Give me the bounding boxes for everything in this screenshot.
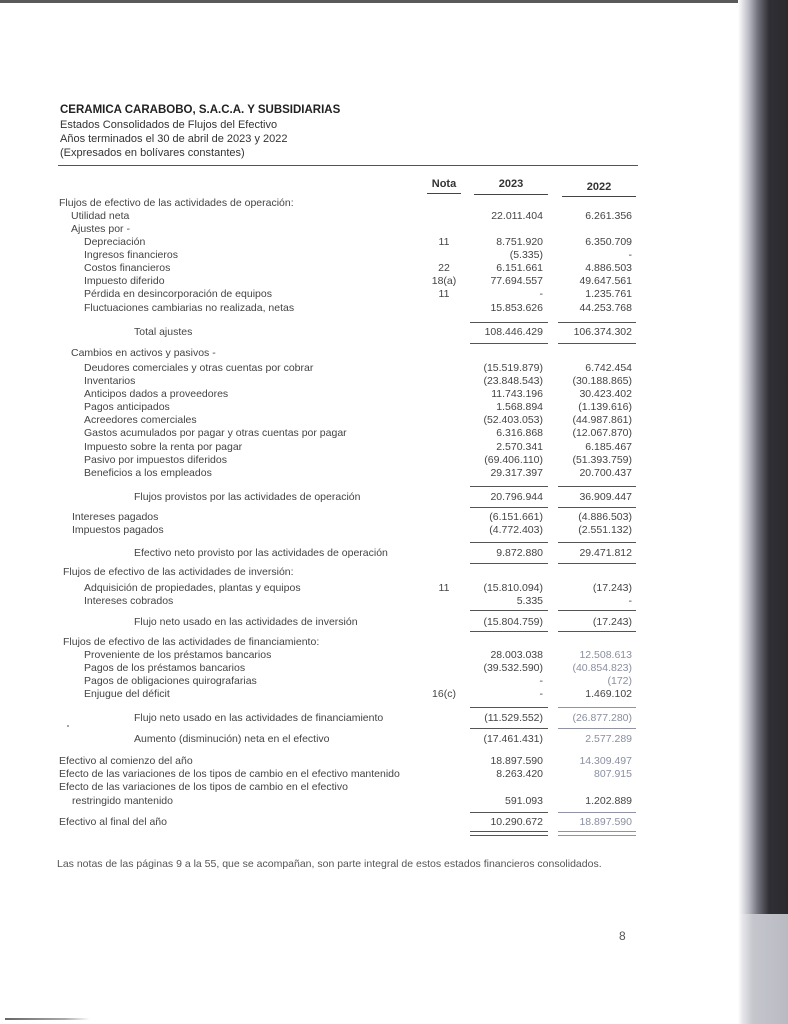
value-2023: (15.519.879) [483,362,543,374]
currency-note: (Expresados en bolívares constantes) [60,147,245,159]
value-2023: 6.151.661 [496,262,543,274]
row-label: Deudores comerciales y otras cuentas por cobrar [84,362,314,374]
row-label: Anticipos dados a proveedores [84,388,229,400]
value-2023: 28.003.038 [490,649,543,661]
row-label: Adquisición de propiedades, plantas y equipos [84,582,301,594]
table-row [0,547,640,560]
value-2023: 8.751.920 [496,236,543,248]
scan-shadow-bottom [738,914,788,1024]
rule-cash-effects-2022 [558,812,636,813]
rule-investing-items-2022 [558,610,636,611]
value-2022: (2.551.132) [578,524,632,536]
row-label: Beneficios a los empleados [84,467,212,479]
value-2022: 4.886.503 [585,262,632,274]
row-label: Efectivo al comienzo del año [59,755,193,767]
table-row [0,249,640,262]
row-label: Efectivo al final del año [59,816,167,828]
table-row [0,414,640,427]
value-2022: 20.700.437 [579,467,632,479]
page-number: 8 [619,929,626,943]
value-2022: (17.243) [592,582,632,594]
row-label: Flujo neto usado en las actividades de inversión [134,616,358,628]
row-label: Intereses pagados [72,511,159,523]
double-rule-ending-cash-2022 [558,831,636,836]
table-row [0,401,640,414]
row-label: Depreciación [84,236,146,248]
value-2023: 2.570.341 [496,441,543,453]
rule-total-adjustments-2022 [558,343,636,344]
value-2022: (4.886.503) [578,511,632,523]
row-label: Flujos provistos por las actividades de operación [134,491,361,503]
scan-bottom-edge [5,1018,90,1020]
value-2022: 807.915 [594,768,632,780]
table-row [0,362,640,375]
value-2022: 1.202.889 [585,795,632,807]
row-label: Flujos de efectivo de las actividades de operación: [59,197,294,209]
rule-net-operating-2023 [470,563,548,564]
table-row [0,524,640,537]
row-label: Impuestos pagados [72,524,164,536]
rule-payments-2023 [470,542,548,543]
table-row [0,347,640,360]
table-row [0,427,640,440]
rule-payments-2022 [558,542,636,543]
row-label: Proveniente de los préstamos bancarios [84,649,272,661]
rule-net-financing-2023 [470,728,548,729]
rule-operating-flows-2023 [470,507,548,508]
row-label: Intereses cobrados [84,595,174,607]
table-row [0,795,640,808]
row-nota: 16(c) [432,688,456,700]
column-header-nota: Nota [431,178,457,190]
value-2023: (17.461.431) [483,733,543,745]
table-row [0,262,640,275]
table-row [0,375,640,388]
row-label: Ingresos financieros [84,249,178,261]
statement-title: Estados Consolidados de Flujos del Efectivo [60,119,278,131]
value-2022: 6.350.709 [585,236,632,248]
value-2022: 44.253.768 [579,302,632,314]
rule-adjustments-2023 [470,322,548,323]
value-2022: (51.393.759) [572,454,632,466]
row-label: Gastos acumulados por pagar y otras cuentas por pagar [84,427,347,439]
row-label: Cambios en activos y pasivos - [71,347,216,359]
table-row [0,210,640,223]
value-2023: (69.406.110) [484,454,543,466]
value-2023: (6.151.661) [489,511,543,523]
rule-net-investing-2022 [558,631,636,632]
table-row [0,275,640,288]
table-row [0,781,640,794]
value-2022: - [628,249,632,261]
row-label: Enjugue del déficit [84,688,170,700]
value-2023: (4.772.403) [489,524,543,536]
rule-financing-items-2022 [558,707,636,708]
value-2023: (15.810.094) [483,582,543,594]
rule-changes-2022 [558,486,636,487]
row-label: Utilidad neta [71,210,130,222]
value-2023: 18.897.590 [490,755,543,767]
scan-shadow [738,0,788,1024]
value-2023: (15.804.759) [483,616,543,628]
value-2022: 2.577.289 [585,733,632,745]
value-2022: 6.261.356 [585,210,632,222]
table-row [0,595,640,608]
value-2022: (26.877.280) [572,712,632,724]
rule-cash-effects-2023 [470,812,548,813]
value-2023: 8.263.420 [496,768,543,780]
value-2023: 6.316.868 [496,427,543,439]
scan-speck [67,725,69,727]
y2023-underline [474,194,548,195]
table-row [0,816,640,829]
row-label: Efecto de las variaciones de los tipos de cambio en el efectivo mantenido [59,768,400,780]
row-label: Pérdida en desincorporación de equipos [84,288,272,300]
value-2023: 11.743.196 [491,388,543,400]
nota-underline [427,193,461,194]
table-row [0,388,640,401]
table-row [0,636,640,649]
table-row [0,566,640,579]
value-2023: 9.872.880 [496,547,543,559]
table-row [0,236,640,249]
row-label: Pagos anticipados [84,401,170,413]
value-2023: - [539,675,543,687]
value-2022: (12.067.870) [572,427,632,439]
scan-top-edge [0,0,745,3]
value-2022: (172) [607,675,632,687]
row-label: Flujos de efectivo de las actividades de financiamiento: [63,636,320,648]
value-2022: (40.854.823) [572,662,632,674]
value-2023: (52.403.053) [483,414,543,426]
value-2022: 14.309.497 [579,755,632,767]
value-2022: 18.897.590 [579,816,632,828]
row-label: Pagos de los préstamos bancarios [84,662,246,674]
rule-net-operating-2022 [558,563,636,564]
value-2022: (1.139.616) [578,401,632,413]
table-row [0,582,640,595]
row-label: Efectivo neto provisto por las actividades de operación [134,547,388,559]
table-row [0,649,640,662]
value-2023: - [539,288,543,300]
row-nota: 22 [438,262,450,274]
row-label: restringido mantenido [72,795,173,807]
value-2022: 12.508.613 [579,649,632,661]
value-2023: - [539,688,543,700]
header-rule [58,165,638,166]
row-nota: 18(a) [431,275,457,287]
value-2023: 10.290.672 [490,816,543,828]
value-2022: - [628,595,632,607]
row-label: Efecto de las variaciones de los tipos de cambio en el efectivo [59,781,348,793]
company-name: CERAMICA CARABOBO, S.A.C.A. Y SUBSIDIARIAS [60,104,341,116]
value-2022: 49.647.561 [579,275,632,287]
value-2023: 15.853.626 [490,302,543,314]
value-2022: (17.243) [592,616,632,628]
row-label: Flujo neto usado en las actividades de financiamiento [134,712,384,724]
value-2023: 5.335 [516,595,543,607]
value-2022: 29.471.812 [579,547,632,559]
value-2022: 36.909.447 [579,491,632,503]
value-2023: (5.335) [509,249,543,261]
row-label: Acreedores comerciales [84,414,197,426]
statement-period: Años terminados el 30 de abril de 2023 y 2022 [60,133,288,145]
value-2022: 6.185.467 [585,441,632,453]
value-2023: 77.694.557 [490,275,543,287]
row-label: Pagos de obligaciones quirografarias [84,675,257,687]
value-2023: (39.532.590) [483,662,543,674]
row-label: Impuesto sobre la renta por pagar [84,441,243,453]
value-2023: 108.446.429 [484,326,543,338]
row-label: Pasivo por impuestos diferidos [84,454,227,466]
row-label: Total ajustes [134,326,193,338]
table-row [0,616,640,629]
value-2023: 22.011.404 [491,210,543,222]
row-label: Inventarios [84,375,136,387]
table-row [0,223,640,236]
value-2022: 6.742.454 [585,362,632,374]
row-nota: 11 [438,582,450,594]
table-row [0,675,640,688]
rule-net-financing-2022 [558,728,636,729]
value-2023: 20.796.944 [490,491,543,503]
row-label: Costos financieros [84,262,171,274]
rule-adjustments-2022 [558,322,636,323]
table-row [0,326,640,339]
rule-total-adjustments-2023 [470,343,548,344]
column-header-2022: 2022 [586,181,612,193]
value-2022: 1.469.102 [585,688,632,700]
statement-header [60,103,638,160]
table-row [0,491,640,504]
row-label: Flujos de efectivo de las actividades de inversión: [63,566,294,578]
row-label: Fluctuaciones cambiarias no realizada, netas [84,302,295,314]
table-row [0,712,640,725]
row-nota: 11 [438,236,450,248]
value-2022: (44.987.861) [572,414,632,426]
value-2023: 1.568.894 [496,401,543,413]
value-2023: (23.848.543) [483,375,543,387]
rule-financing-items-2023 [470,707,548,708]
table-row [0,302,640,315]
value-2022: (30.188.865) [572,375,632,387]
table-row [0,688,640,701]
row-label: Impuesto diferido [84,275,165,287]
value-2023: 29.317.397 [490,467,543,479]
row-label: Ajustes por - [71,223,130,235]
value-2023: (11.529.552) [484,712,543,724]
value-2022: 106.374.302 [573,326,632,338]
table-row [0,441,640,454]
table-row [0,197,640,210]
rule-investing-items-2023 [470,610,548,611]
table-row [0,755,640,768]
footer-note: Las notas de las páginas 9 a la 55, que se acompañan, son parte integral de estos estados financieros consolidados. [57,858,602,870]
row-label: Aumento (disminución) neta en el efectivo [134,733,330,745]
table-row [0,511,640,524]
value-2022: 30.423.402 [579,388,632,400]
table-row [0,454,640,467]
rule-net-investing-2023 [470,631,548,632]
table-row [0,768,640,781]
column-header-2023: 2023 [498,178,524,190]
rule-changes-2023 [470,486,548,487]
rule-operating-flows-2022 [558,507,636,508]
row-nota: 11 [438,288,450,300]
double-rule-ending-cash-2023 [470,831,548,836]
table-row [0,662,640,675]
table-row [0,733,640,746]
table-row [0,467,640,480]
table-row [0,288,640,301]
value-2022: 1.235.761 [585,288,632,300]
value-2023: 591.093 [505,795,543,807]
